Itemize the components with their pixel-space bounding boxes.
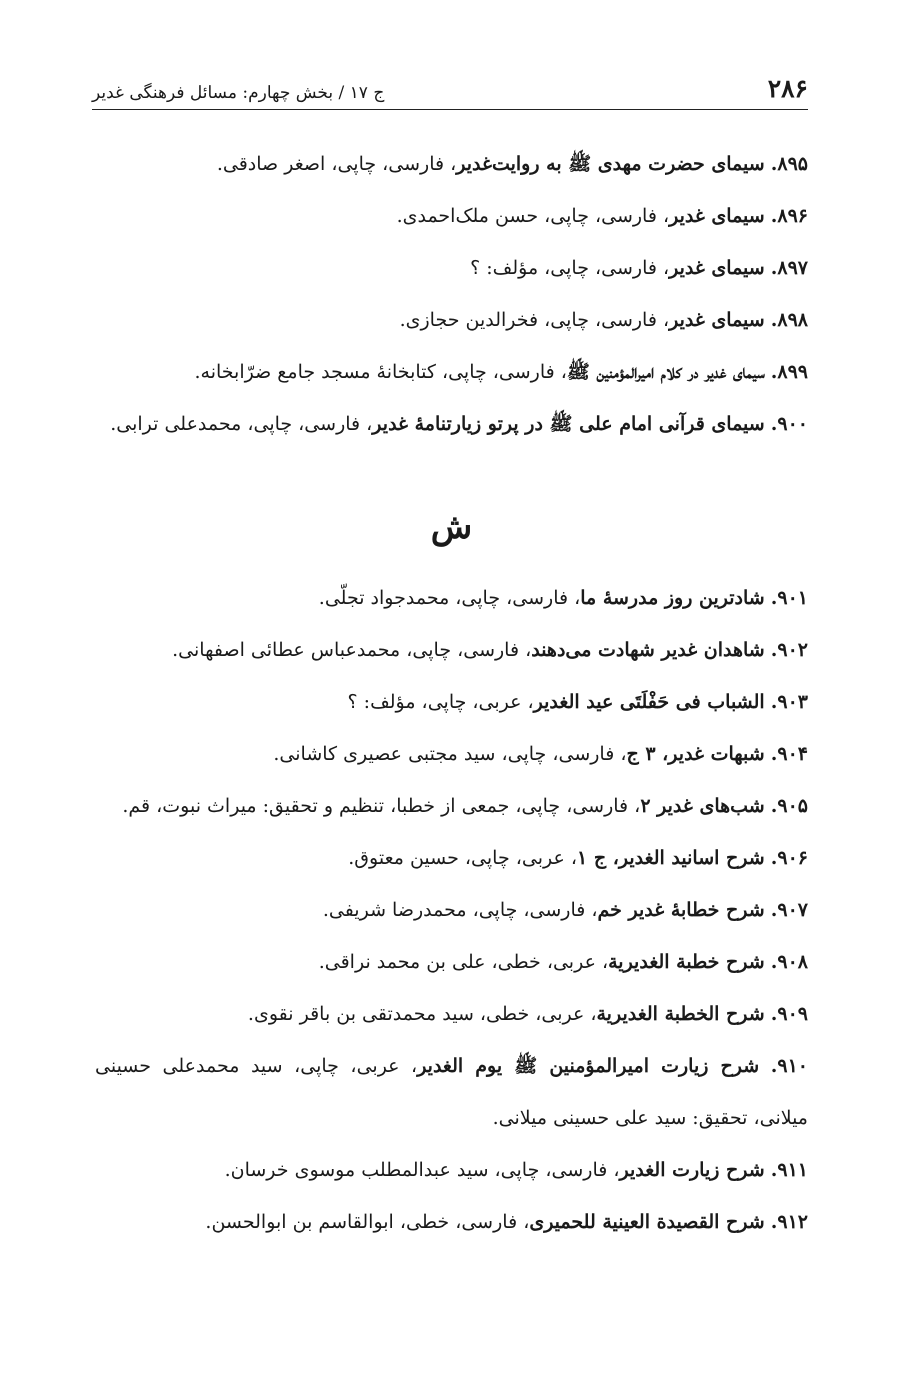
entry-details: ، فارسی، خطی، ابوالقاسم بن ابوالحسن. xyxy=(205,1211,530,1233)
entry-title: شرح خطابهٔ غدیر خم xyxy=(597,899,765,921)
entry-details: ، فارسی، چاپی، اصغر صادقی. xyxy=(216,153,457,175)
list-item xyxy=(95,832,808,884)
entry-title: شادترین روز مدرسهٔ ما xyxy=(580,587,765,609)
entry-details: ، فارسی، چاپی، مؤلف: ؟ xyxy=(470,257,670,279)
entry-details: ، عربی، چاپی، سید محمدعلی حسینی میلانی، تحقیق: سید علی حسینی میلانی. xyxy=(95,1055,808,1129)
entry-number: ۹۰۰. xyxy=(770,413,808,435)
entry-number: ۸۹۸. xyxy=(770,309,808,331)
entry-title: سیمای حضرت مهدی ﷺ به روایت‌غدیر xyxy=(456,153,765,175)
list-item xyxy=(95,346,808,398)
list-item xyxy=(95,1196,808,1248)
page-number: ۲۸۶ xyxy=(767,74,808,103)
entry-details: ، فارسی، چاپی، فخرالدین حجازی. xyxy=(399,309,670,331)
entry-details: ، فارسی، چاپی، کتابخانهٔ مسجد جامع ضرّابخانه. xyxy=(194,361,567,383)
list-item xyxy=(95,1040,808,1144)
entry-title: الشباب فی حَفْلَتَی عید الغدیر xyxy=(533,691,765,713)
bibliography-list xyxy=(95,138,808,1248)
entry-title: سیمای غدیر xyxy=(669,257,765,279)
entry-number: ۹۰۴. xyxy=(770,743,808,765)
list-item xyxy=(95,988,808,1040)
page-header xyxy=(92,66,808,110)
entry-number: ۹۰۵. xyxy=(770,795,808,817)
entry-number: ۹۰۸. xyxy=(770,951,808,973)
list-item xyxy=(95,1144,808,1196)
entry-number: ۹۰۱. xyxy=(770,587,808,609)
list-item xyxy=(95,624,808,676)
entry-details: ، فارسی، چاپی، محمدرضا شریفی. xyxy=(322,899,598,921)
list-item xyxy=(95,676,808,728)
list-item xyxy=(95,936,808,988)
entry-details: ، فارسی، چاپی، محمدعباس عطائی اصفهانی. xyxy=(172,639,532,661)
list-item xyxy=(95,294,808,346)
entry-number: ۸۹۷. xyxy=(770,257,808,279)
entry-title: شرح الخطبة الغدیریة xyxy=(596,1003,765,1025)
entry-number: ۸۹۶. xyxy=(770,205,808,227)
entry-title: شرح زیارت الغدیر xyxy=(619,1159,765,1181)
entry-details: ، فارسی، چاپی، سید مجتبی عصیری کاشانی. xyxy=(273,743,627,765)
entry-details: ، عربی، خطی، سید محمدتقی بن باقر نقوی. xyxy=(247,1003,597,1025)
list-item xyxy=(95,728,808,780)
entry-title: شرح القصیدة العینیة للحمیری xyxy=(529,1211,765,1233)
list-item xyxy=(95,398,808,450)
list-item xyxy=(95,884,808,936)
entry-details: ، فارسی، چاپی، سید عبدالمطلب موسوی خرسان. xyxy=(224,1159,620,1181)
entry-number: ۸۹۵. xyxy=(770,153,808,175)
list-item xyxy=(95,138,808,190)
entry-title: شاهدان غدیر شهادت می‌دهند xyxy=(531,639,765,661)
entry-details: ، فارسی، چاپی، حسن ملک‌احمدی. xyxy=(396,205,670,227)
running-title: ج ۱۷ / بخش چهارم: مسائل فرهنگی غدیر xyxy=(92,83,385,103)
entry-number: ۹۰۷. xyxy=(770,899,808,921)
entry-title: شب‌های غدیر ۲ xyxy=(640,795,765,817)
entry-number: ۹۰۳. xyxy=(770,691,808,713)
entry-title: سیمای غدیر xyxy=(669,205,765,227)
entry-details: ، عربی، چاپی، حسین معتوق. xyxy=(348,847,577,869)
entry-title: سیمای غدیر در کلام امیرالمؤمنین ﷺ xyxy=(566,361,765,383)
entry-number: ۹۰۹. xyxy=(770,1003,808,1025)
entry-number: ۹۱۱. xyxy=(770,1159,808,1181)
entry-title: شرح خطبة الغدیریة xyxy=(608,951,765,973)
entry-details: ، عربی، خطی، علی بن محمد نراقی. xyxy=(318,951,609,973)
section-letter-heading: ش xyxy=(430,507,473,547)
list-item xyxy=(95,780,808,832)
entry-title: سیمای قرآنی امام علی ﷺ در پرتو زیارتنامهٔ غدیر xyxy=(372,413,765,435)
entry-number: ۹۱۲. xyxy=(770,1211,808,1233)
entry-title: شرح زیارت امیرالمؤمنین ﷺ یوم الغدیر xyxy=(417,1055,760,1077)
list-item xyxy=(95,190,808,242)
entry-title: سیمای غدیر xyxy=(669,309,765,331)
entry-details: ، فارسی، چاپی، محمدعلی ترابی. xyxy=(110,413,373,435)
entry-title: شبهات غدیر، ۳ ج xyxy=(626,743,765,765)
entry-details: ، عربی، چاپی، مؤلف: ؟ xyxy=(347,691,534,713)
entry-number: ۸۹۹. xyxy=(770,361,808,383)
entry-details: ، فارسی، چاپی، محمدجواد تجلّی. xyxy=(318,587,581,609)
entry-number: ۹۱۰. xyxy=(770,1055,808,1077)
entry-details: ، فارسی، چاپی، جمعی از خطبا، تنظیم و تحقیق: میراث نبوت، قم. xyxy=(122,795,641,817)
entry-title: شرح اسانید الغدیر، ج ۱ xyxy=(576,847,765,869)
entry-number: ۹۰۶. xyxy=(770,847,808,869)
entry-number: ۹۰۲. xyxy=(770,639,808,661)
list-item xyxy=(95,572,808,624)
list-item xyxy=(95,242,808,294)
